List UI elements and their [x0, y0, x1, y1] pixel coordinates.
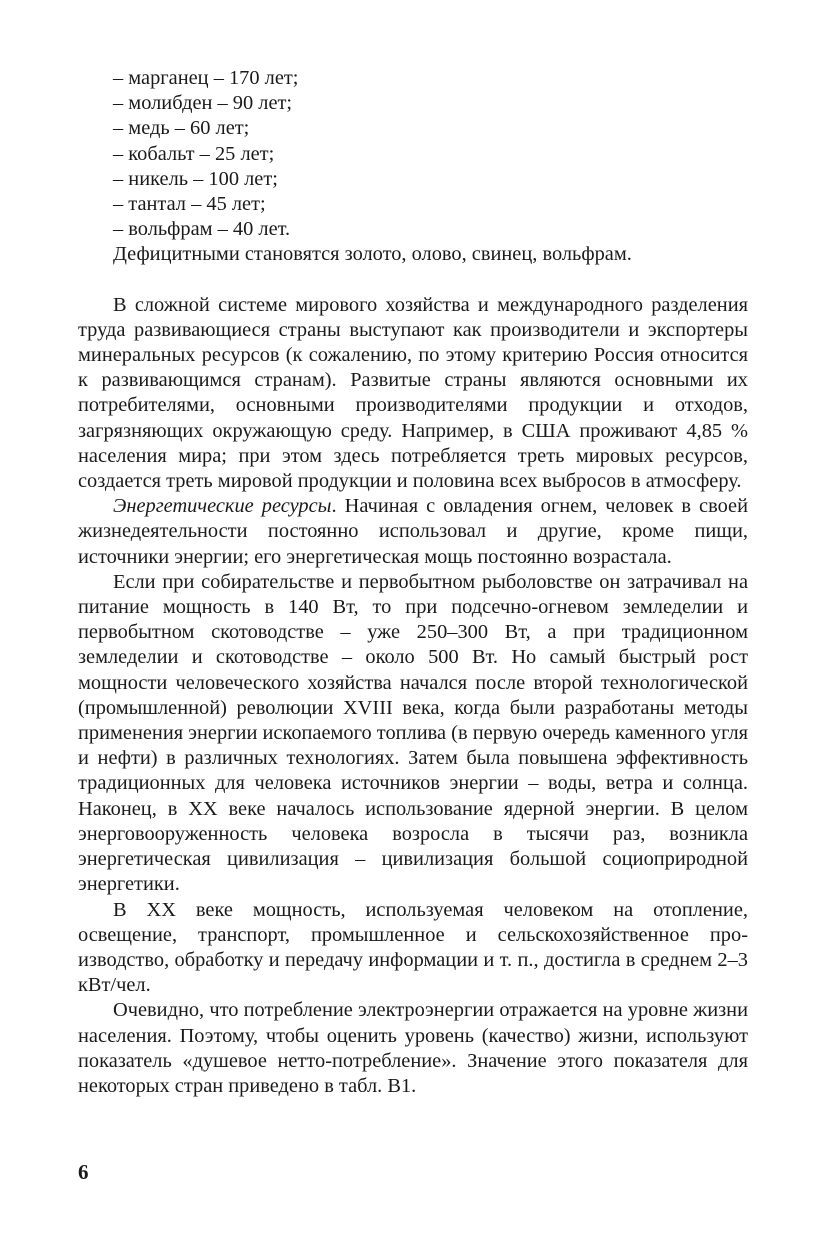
list-item: – вольфрам – 40 лет. [113, 218, 291, 241]
paragraph-consumption: Очевидно, что потребление электроэнергии отражается на уровне жизни населения. Поэтому, чтобы оценить уровень (качество) жизни, используют показатель «душевое нетто-потребление». Значение этого показателя для некоторых стран приведено в табл. В1. [78, 999, 748, 1097]
list-item: – кобальт – 25 лет; [113, 142, 275, 165]
list-item: – марганец – 170 лет; [113, 67, 299, 89]
paragraph-energy-resources [78, 494, 748, 570]
energy-resources-term: Энергетические ресурсы [113, 495, 332, 518]
list-item: – медь – 60 лет; [113, 117, 250, 140]
page-number: 6 [78, 1160, 89, 1184]
list-item: – тантал – 45 лет; [113, 193, 266, 216]
paragraph-20th-century: В XX веке мощность, используемая человеком на отопление, освещение, транспорт, промышленное и сельскохозяйственное производство, обработку и передачу информации и т. п., достигла в среднем 2–3 кВт/чел. [78, 898, 748, 997]
resource-reserves-list [78, 66, 748, 242]
list-item: – никель – 100 лет; [113, 167, 278, 190]
list-item: – молибден – 90 лет; [113, 92, 293, 115]
section-spacer [78, 268, 748, 293]
energy-resources-text: . Начиная с овладения огнем, человек в своей жизнедеятельности постоянно использовал и другие, кроме пищи, источники энергии; его энергетическая мощь постоянно возрастала. [78, 495, 748, 568]
paragraph-world-economy: В сложной системе мирового хозяйства и международного разделения труда развивающиеся страны выступают как производители и экспортеры минеральных ресурсов (к сожалению, по этому критерию Россия относится к развивающимся странам). Развитые страны являются основными их потребителями, основными производителями продукции и отходов, загрязняющих окружающую среду. Например, в США проживают 4,85 % населения мира; при этом здесь потребляется треть мировых ресурсов, создается треть мировой продукции и половина всех выбросов в атмосферу. [78, 293, 748, 493]
page-body [78, 66, 748, 1099]
paragraph-power-growth: Если при собирательстве и первобытном рыболовстве он затрачивал на питание мощность в 140 Вт, то при подсечно-огневом земледелии и первобытном скотоводстве – уже 250–300 Вт, а при традиционном земледелии и скотоводстве – около 500 Вт. Но самый быстрый рост мощности человеческого хозяйства начался после второй технологической (промышленной) революции XVIII века, когда были разработаны методы применения энергии ископаемого топлива (в первую очередь каменного угля и нефти) в различных технологиях. Затем была повышена эффективность традиционных для человека источников энергии – воды, ветра и солнца. Наконец, в XX веке началось использование ядерной энергии. В целом энерговооруженность человека возросла в тысячи раз, возникла энергетическая цивилизация – цивилизация большой социоприродной энергетики. [78, 570, 748, 896]
deficit-line: Дефицитными становятся золото, олово, свинец, вольфрам. [113, 243, 632, 266]
